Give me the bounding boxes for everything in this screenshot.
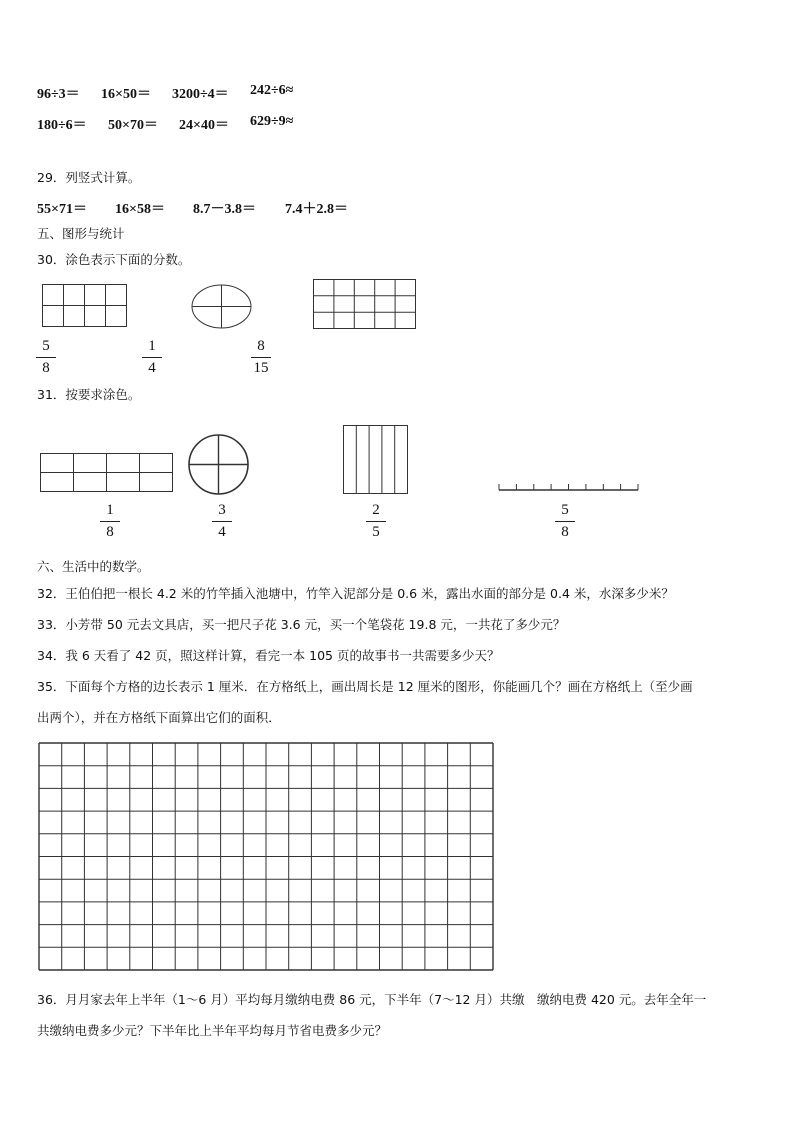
question-29-title: 29．列竖式计算。 (37, 170, 141, 185)
fraction-denominator: 8 (42, 360, 50, 376)
calc-item: 242÷6≈ (250, 83, 294, 98)
fraction (550, 503, 580, 540)
question-30-title: 30．涂色表示下面的分数。 (37, 252, 191, 267)
question-35-line-1: 35．下面每个方格的边长表示 1 厘米．在方格纸上，画出周长是 12 厘米的图形，你能画几个？画在方格纸上（至少画 (37, 679, 693, 694)
fraction-denominator: 8 (561, 524, 569, 540)
calc-item: 16×58＝ (115, 202, 165, 217)
fraction (361, 503, 391, 540)
q31-rect-grid-4x2[interactable] (40, 453, 174, 493)
section-6-heading: 六、生活中的数学。 (37, 559, 150, 574)
fraction-denominator: 15 (253, 360, 269, 376)
question-34: 34．我 6 天看了 42 页，照这样计算，看完一本 105 页的故事书一共需要多少天？ (37, 648, 500, 663)
calc-item: 24×40＝ (179, 118, 229, 133)
question-31-title: 31．按要求涂色。 (37, 387, 141, 402)
fraction-numerator: 3 (218, 502, 226, 518)
question-36-line-1: 36．月月家去年上半年（1～6 月）平均每月缴纳电费 86 元，下半年（7～12 月）共缴 缴纳电费 420 元。去年全年一 (37, 992, 707, 1007)
fraction-numerator: 2 (372, 502, 380, 518)
calc-item: 16×50＝ (101, 87, 151, 102)
fraction (31, 339, 61, 376)
question-32: 32．王伯伯把一根长 4.2 米的竹竿插入池塘中，竹竿入泥部分是 0.6 米，露出水面的部分是 0.4 米，水深多少米？ (37, 586, 674, 601)
fraction-denominator: 4 (218, 524, 226, 540)
fraction-numerator: 1 (106, 502, 114, 518)
question-33: 33．小芳带 50 元去文具店，买一把尺子花 3.6 元，买一个笔袋花 19.8 元，一共花了多少元？ (37, 617, 566, 632)
q31-circle-quarters[interactable] (188, 434, 250, 496)
q35-square-grid-paper[interactable] (38, 742, 496, 972)
question-35-line-2: 出两个），并在方格纸下面算出它们的面积． (37, 710, 281, 725)
section-5-heading: 五、图形与统计 (37, 226, 125, 241)
q30-rect-grid-5x3[interactable] (313, 279, 417, 331)
fraction (246, 339, 276, 376)
fraction-numerator: 5 (42, 338, 50, 354)
calc-item: 180÷6＝ (37, 118, 87, 133)
fraction-numerator: 1 (148, 338, 156, 354)
calc-item: 7.4＋2.8＝ (285, 202, 348, 217)
fraction (95, 503, 125, 540)
calc-item: 8.7－3.8＝ (193, 202, 256, 217)
fraction-denominator: 8 (106, 524, 114, 540)
calc-item: 50×70＝ (108, 118, 158, 133)
calc-item: 629÷9≈ (250, 114, 294, 129)
q30-rect-grid-4x2[interactable] (42, 284, 128, 328)
fraction (137, 339, 167, 376)
fraction-numerator: 8 (257, 338, 265, 354)
fraction-denominator: 4 (148, 360, 156, 376)
fraction-denominator: 5 (372, 524, 380, 540)
q31-segment-ruler[interactable] (498, 480, 640, 494)
calc-item: 96÷3＝ (37, 87, 80, 102)
fraction (207, 503, 237, 540)
calc-item: 3200÷4＝ (172, 87, 229, 102)
fraction-numerator: 5 (561, 502, 569, 518)
q31-rect-vertical-strips[interactable] (343, 425, 409, 495)
q30-oval-quarters[interactable] (191, 284, 253, 330)
calc-item: 55×71＝ (37, 202, 87, 217)
question-36-line-2: 共缴纳电费多少元？下半年比上半年平均每月节省电费多少元？ (37, 1023, 388, 1038)
